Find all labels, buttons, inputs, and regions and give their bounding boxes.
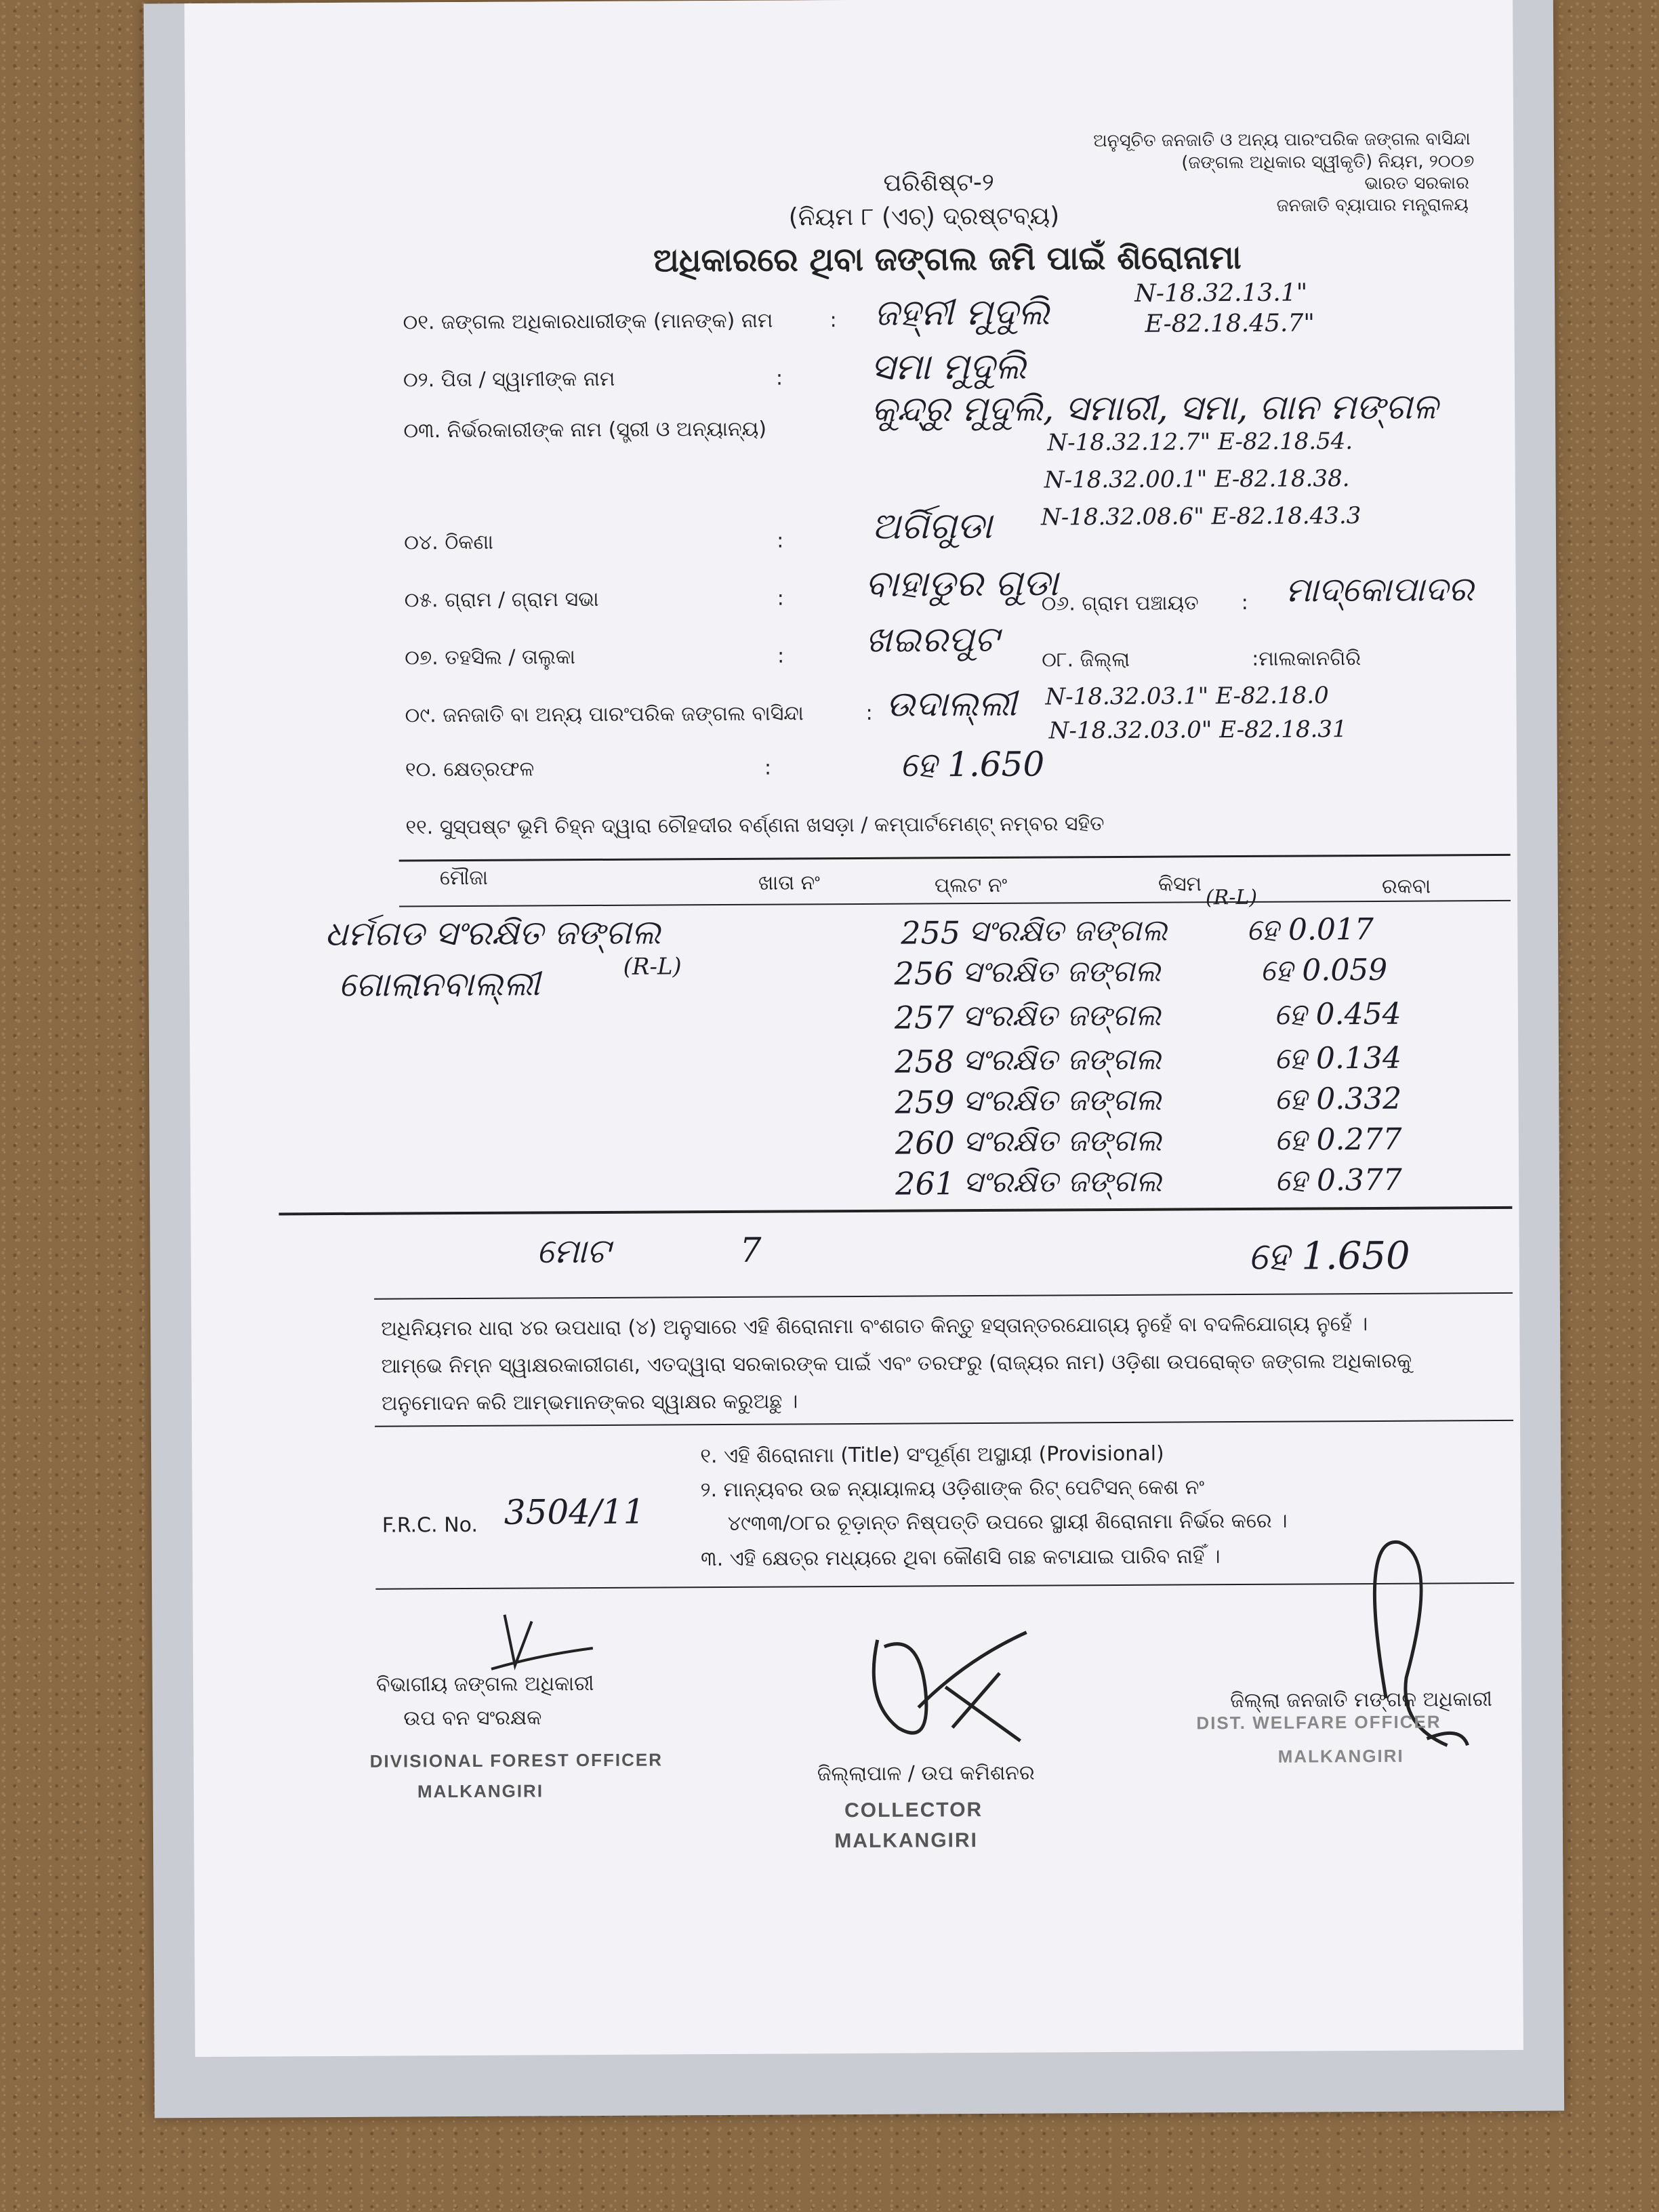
boundary-label: ୧୧. ସୁସ୍ପଷ୍ଟ ଭୂମି ଚିହ୍ନ ଦ୍ୱାରା ଚୌହଦୀର ବର୍ଣ୍ଣନା ଖସଡ଼ା / କମ୍ପାର୍ଟମେଣ୍ଟ୍ ନମ୍ବର ସହିତ [405, 812, 1105, 840]
kisam-value: ସଂରକ୍ଷିତ ଜଙ୍ଗଲ [962, 1082, 1162, 1119]
dfo-title: ବିଭାଗୀୟ ଜଙ୍ଗଲ ଅଧିକାରୀ [375, 1672, 594, 1697]
collector-title: ଜିଲ୍ଲାପାଳ / ଉପ କମିଶନର [817, 1761, 1035, 1786]
act-line-4: ଜନଜାତି ବ୍ୟାପାର ମନ୍ତ୍ରାଳୟ [1276, 194, 1469, 216]
plot-number: 258 [895, 1043, 955, 1080]
field-label-district: ୦୮. ଜିଲ୍ଲା [1042, 647, 1130, 672]
dwo-stamp-line-2: MALKANGIRI [1277, 1745, 1404, 1767]
colon: : [777, 644, 785, 668]
plot-number: 256 [894, 955, 954, 992]
kisam-value: ସଂରକ୍ଷିତ ଜଙ୍ଗଲ [962, 998, 1162, 1034]
colon: : [764, 756, 772, 780]
collector-stamp-line-2: MALKANGIRI [834, 1829, 979, 1853]
colon: : [775, 366, 783, 390]
gps-1b: E-82.18.45.7" [1145, 309, 1315, 338]
field-label-holder-name: ୦୧. ଜଙ୍ଗଲ ଅଧିକାରଧାରୀଙ୍କ (ମାନଙ୍କ) ନାମ [403, 308, 773, 335]
act-line-2: (ଜଙ୍ଗଲ ଅଧିକାର ସ୍ୱୀକୃତି) ନିୟମ, ୨୦୦୭ [1181, 151, 1475, 173]
note-1: ୧. ଏହି ଶିରୋନାମା (Title) ସଂପୂର୍ଣ୍ଣ ଅସ୍ଥାୟୀ (Provisional) [700, 1441, 1164, 1469]
plot-number: 255 [901, 914, 961, 951]
table-header-mouza: ମୌଜା [439, 865, 489, 890]
gps-3: N-18.32.00.1" E-82.18.38. [1044, 465, 1350, 494]
colon: : [777, 586, 784, 611]
declaration-line-1: ଅଧିନିୟମର ଧାରା ୪ର ଉପଧାରା (୪) ଅନୁସାରେ ଏହି ଶିରୋନାମା ବଂଶଗତ କିନ୍ତୁ ହସ୍ତାନ୍ତରଯୋଗ୍ୟ ନୁହେଁ ବା ବଦଳିଯୋଗ୍ୟ ନୁହେଁ । [381, 1312, 1368, 1341]
field-value-tahasil: ଖଇରପୁଟ [865, 619, 999, 661]
area-value: ହେ 0.134 [1274, 1040, 1402, 1076]
plot-number: 257 [894, 999, 954, 1036]
gps-4: N-18.32.08.6" E-82.18.43.3 [1040, 502, 1361, 531]
table-header-rakaba: ରକବା [1381, 874, 1431, 899]
act-line-3: ଭାରତ ସରକାର [1364, 173, 1469, 194]
total-count: 7 [739, 1230, 762, 1270]
gps-1a: N-18.32.13.1" [1134, 279, 1308, 308]
plot-number: 261 [895, 1165, 956, 1202]
area-value: ହେ 0.454 [1273, 996, 1401, 1032]
table-header-rule [399, 900, 1511, 907]
colon: : [830, 308, 837, 333]
table-header-kisam: କିସମ [1158, 872, 1202, 897]
field-label-tribe: ୦୯. ଜନଜାତି ବା ଅନ୍ୟ ପାରଂପରିକ ଜଙ୍ଗଲ ବାସିନ୍ଦା [405, 701, 804, 728]
dwo-title: ଜିଲ୍ଲା ଜନଜାତି ମଙ୍ଗଳ ଅଧିକାରୀ [1230, 1687, 1493, 1713]
mouza-line-1: ଧର୍ମଗଡ ସଂରକ୍ଷିତ ଜଙ୍ଗଲ [325, 912, 661, 954]
collector-signature-icon [857, 1618, 1061, 1755]
kisam-value: ସଂରକ୍ଷିତ ଜଙ୍ଗଲ [962, 954, 1161, 990]
field-label-address: ୦୪. ଠିକଣା [404, 530, 494, 555]
kisam-value: ସଂରକ୍ଷିତ ଜଙ୍ଗଲ [968, 913, 1168, 949]
field-label-panchayat: ୦୬. ଗ୍ରାମ ପଞ୍ଚାୟତ [1041, 591, 1199, 616]
frc-number: 3504/11 [504, 1492, 645, 1532]
collector-stamp-line-1: COLLECTOR [844, 1799, 983, 1822]
total-area: ହେ 1.650 [1248, 1233, 1410, 1279]
mouza-note: (R-L) [623, 953, 682, 981]
field-value-area: ହେ 1.650 [899, 744, 1045, 785]
area-value: ହେ 0.332 [1274, 1081, 1402, 1117]
colon: : [777, 529, 784, 553]
area-value: ହେ 0.277 [1274, 1122, 1402, 1158]
declaration-line-3: ଅନୁମୋଦନ କରି ଆମ୍ଭମାନଙ୍କର ସ୍ୱାକ୍ଷର କରୁଅଛୁ । [381, 1389, 798, 1416]
gps-6: N-18.32.03.0" E-82.18.31 [1048, 716, 1347, 745]
title-document [184, 0, 1523, 2057]
area-value: ହେ 0.059 [1260, 952, 1388, 988]
document-title: ଅଧିକାରରେ ଥିବା ଜଙ୍ଗଲ ଜମି ପାଇଁ ଶିରୋନାମା [653, 238, 1242, 280]
declaration-rule [375, 1420, 1513, 1427]
field-value-address: ଅର୍ଗିଗୁଡା [871, 504, 993, 548]
colon: : [865, 701, 873, 725]
field-label-village: ୦୫. ଗ୍ରାମ / ଗ୍ରାମ ସଭା [404, 587, 599, 613]
field-value-tribe: ଉଦାଲ୍ଲୀ [886, 683, 1017, 725]
mouza-line-2: ଗୋଲାନବାଲ୍ଲୀ [338, 964, 540, 1004]
field-value-village: ବାହାଡୁର ଗୁଡା [865, 561, 1059, 605]
frc-label: F.R.C. No. [382, 1513, 478, 1538]
field-value-panchayat: ମାଦ୍କୋପାଦର [1285, 569, 1474, 610]
plot-number: 259 [895, 1084, 955, 1121]
area-value: ହେ 0.377 [1275, 1162, 1402, 1198]
field-label-father-name: ୦୨. ପିତା / ସ୍ୱାମୀଙ୍କ ନାମ [403, 367, 615, 392]
dwo-stamp-line-1: DIST. WELFARE OFFICER [1196, 1711, 1441, 1734]
note-2-continued: ୪୯୩୩/୦୮ର ଚୂଡ଼ାନ୍ତ ନିଷ୍ପତ୍ତି ଉପରେ ସ୍ଥାୟୀ ଶିରୋନାମା ନିର୍ଭର କରେ । [727, 1509, 1288, 1536]
colon: : [1241, 590, 1248, 615]
table-bottom-rule [279, 1206, 1512, 1216]
notes-rule [375, 1582, 1514, 1590]
field-value-dependents: କୁନ୍ଦ୍ରୁ ମୁଦୁଲି, ସମାରୀ, ସମା, ଗାନ ମଙ୍ଗଳ [871, 386, 1438, 430]
declaration-line-2: ଆମ୍ଭେ ନିମ୍ନ ସ୍ୱାକ୍ଷରକାରୀଗଣ, ଏତଦ୍ୱାରା ସରକାରଙ୍କ ପାଇଁ ଏବଂ ତରଫରୁ (ରାଜ୍ୟର ନାମ) ଓଡ଼ିଶା ଉପରୋକ୍ତ ଜଙ୍ଗଲ ଅଧିକାରକୁ [381, 1349, 1412, 1378]
table-header-khata: ଖାତା ନଂ [758, 871, 821, 895]
total-label: ମୋଟ [536, 1231, 611, 1271]
table-top-rule [399, 854, 1511, 862]
rule-reference: (ନିୟମ ୮ (ଏଚ୍) ଦ୍ରଷ୍ଟବ୍ୟ) [788, 202, 1060, 232]
kisam-value: ସଂରକ୍ଷିତ ଜଙ୍ଗଲ [962, 1042, 1162, 1078]
kisam-value: ସଂରକ୍ଷିତ ଜଙ୍ଗଲ [963, 1164, 1162, 1200]
field-value-holder-name: ଜହ୍ନୀ ମୁଦୁଲି [874, 290, 1050, 334]
dfo-stamp-line-2: MALKANGIRI [417, 1780, 544, 1802]
table-header-plot: ପ୍ଲଟ ନଂ [934, 873, 1008, 898]
field-label-dependents: ୦୩. ନିର୍ଭରକାରୀଙ୍କ ନାମ (ସ୍ତ୍ରୀ ଓ ଅନ୍ୟାନ୍ୟ) [403, 417, 767, 443]
field-label-tahasil: ୦୭. ତହସିଲ / ତାଲୁକା [405, 645, 576, 670]
note-2: ୨. ମାନ୍ୟବର ଉଚ୍ଚ ନ୍ୟାୟାଳୟ ଓଡ଼ିଶାଙ୍କ ରିଟ୍ ପେଟିସନ୍ କେଶ ନଂ [700, 1475, 1205, 1502]
act-line-1: ଅନୁସୂଚିତ ଜନଜାତି ଓ ଅନ୍ୟ ପାରଂପରିକ ଜଙ୍ଗଲ ବାସିନ୍ଦା [1093, 129, 1471, 152]
field-label-area: ୧୦. କ୍ଷେତ୍ରଫଳ [405, 757, 535, 782]
total-rule [374, 1292, 1513, 1300]
kisam-value: ସଂରକ୍ଷିତ ଜଙ୍ଗଲ [962, 1123, 1162, 1160]
dfo-signature-icon [477, 1601, 600, 1683]
kisam-note: (R-L) [1205, 885, 1258, 910]
dfo-subtitle: ଉପ ବନ ସଂରକ୍ଷକ [403, 1706, 542, 1731]
annex-label: ପରିଶିଷ୍ଟ-୨ [883, 168, 995, 197]
note-3: ୩. ଏହି କ୍ଷେତ୍ର ମଧ୍ୟରେ ଥିବା କୌଣସି ଗଛ କଟାଯାଇ ପାରିବ ନାହିଁ । [701, 1544, 1221, 1572]
field-value-district: :ମାଲକାନଗିରି [1252, 647, 1361, 671]
gps-5: N-18.32.03.1" E-82.18.0 [1045, 682, 1329, 711]
dfo-stamp-line-1: DIVISIONAL FOREST OFFICER [369, 1749, 663, 1771]
plot-number: 260 [895, 1124, 955, 1162]
field-value-father-name: ସମା ମୁଦୁଲି [870, 344, 1027, 388]
gps-2: N-18.32.12.7" E-82.18.54. [1047, 428, 1353, 457]
area-value: ହେ 0.017 [1246, 912, 1374, 947]
